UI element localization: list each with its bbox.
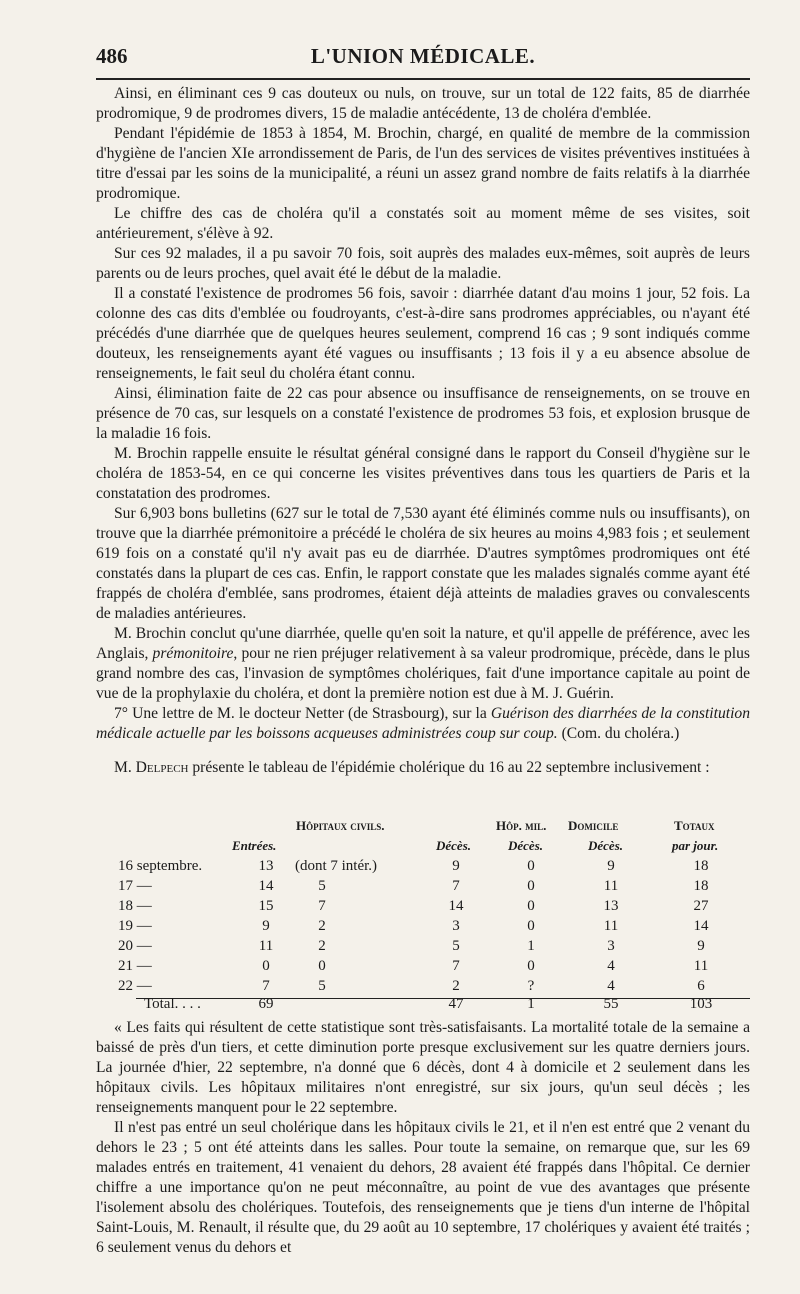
row-interieur: 5: [318, 978, 326, 994]
row-date: 18 —: [118, 898, 152, 914]
row-domicile: 11: [603, 918, 619, 934]
row-entrees: 11: [258, 938, 274, 954]
row-interieur: 7: [318, 898, 326, 914]
paragraph: Il a constaté l'existence de prodromes 56 fois, savoir : diarrhée datant d'au moins 1 jour, 52 fois. La colonne des cas dits d'emblée ou foudroyants, c'est-à-dire sans prodromes appréciables, ou n'ayant été précédés d'une diarrhée que de quelques heures seulement, comprend 16 cas ; 9 sont indiqués comme douteux, les renseignements ayant été vagues ou insuffisants ; 13 fois il y a eu absence absolue de renseignements, le fait seul du choléra étant connu.: [96, 285, 750, 382]
text-run: M. Brochin conclut qu'une diarrhée, quelle qu'en soit la nature, et qu'il appelle de préférence, avec les Anglais,: [96, 625, 750, 662]
subheader-par-jour: par jour.: [672, 838, 719, 853]
row-deces: 5: [452, 938, 460, 954]
row-deces: 2: [452, 978, 460, 994]
row-interieur: (dont 7 intér.): [294, 858, 378, 874]
subheader-deces: Décès.: [436, 838, 472, 853]
table-row: [96, 858, 750, 878]
subheader-entrees: Entrées.: [232, 838, 277, 853]
row-domicile: 4: [607, 958, 615, 974]
row-interieur: 0: [318, 958, 326, 974]
total-label: Total. . . .: [144, 996, 201, 1012]
row-mil: 0: [527, 958, 535, 974]
row-date: 21 —: [118, 958, 152, 974]
text-run: 7° Une lettre de M. le docteur Netter (de Strasbourg), sur la: [114, 705, 491, 722]
row-total: 18: [693, 878, 709, 894]
row-interieur: 5: [318, 878, 326, 894]
row-entrees: 14: [258, 878, 274, 894]
row-total: 27: [693, 898, 709, 914]
page-header: [96, 44, 750, 74]
subheader-deces: Décès.: [508, 838, 544, 853]
header-rule: [96, 78, 750, 80]
row-mil: 1: [527, 938, 535, 954]
text-run: , pour ne rien préjuger relativement à sa valeur prodromique, précède, dans le plus grand nombre des cas, l'invasion de symptômes cholériques, fait d'une importance capitale au point de vue de la prophylaxie du choléra, et dont la première notion est due à M. J. Guérin.: [96, 645, 750, 702]
body-text: [96, 84, 750, 778]
running-title: L'UNION MÉDICALE.: [310, 44, 536, 68]
row-date: 20 —: [118, 938, 152, 954]
paragraph: Sur ces 92 malades, il a pu savoir 70 fois, soit auprès des malades eux-mêmes, soit auprès de leurs parents ou de leurs proches, quel avait été le début de la maladie.: [96, 245, 750, 282]
paragraph: « Les faits qui résultent de cette statistique sont très-satisfaisants. La mortalité totale de la semaine a baissé de près d'un tiers, et cette diminution porte presque exclusivement sur les quatre derniers jours. La journée d'hier, 22 septembre, n'a donné que 6 décès, dont 4 à domicile et 2 seulement dans les hôpitaux civils. Les hôpitaux militaires n'ont enregistré, sur six jours, qu'un seul décès ; les renseignements manquent pour le 22 septembre.: [96, 1019, 750, 1116]
header-hop-mil: Hôp. mil.: [496, 818, 547, 833]
paragraph: Le chiffre des cas de choléra qu'il a constatés soit au moment même de ses visites, soit antérieurement, s'élève à 92.: [96, 205, 750, 242]
row-total: 9: [697, 938, 705, 954]
paragraph: M. Brochin rappelle ensuite le résultat général consigné dans le rapport du Conseil d'hygiène sur le choléra de 1853-54, en ce qui concerne les visites préventives dans tous les quartiers de Paris et la constatation des prodromes.: [96, 445, 750, 502]
table-row: [96, 918, 750, 938]
row-domicile: 3: [607, 938, 615, 954]
row-date: 19 —: [118, 918, 152, 934]
row-domicile: 9: [607, 858, 615, 874]
header-domicile: Domicile: [568, 818, 619, 833]
row-deces: 9: [452, 858, 460, 874]
paragraph: [96, 624, 750, 704]
text-run: (Com. du choléra.): [557, 725, 680, 742]
table-row: [96, 878, 750, 898]
row-interieur: 2: [318, 918, 326, 934]
row-deces: 14: [448, 898, 464, 914]
total-deces: 47: [448, 996, 464, 1012]
table-row: [96, 938, 750, 958]
body-text-continued: [96, 1018, 750, 1258]
italic-term: prémonitoire: [152, 645, 234, 662]
row-entrees: 0: [262, 958, 270, 974]
table-row: [96, 898, 750, 918]
italic-title: Guérison des diarrhées de la constitution médicale actuelle par les boissons acqueuses administrées coup sur coup.: [96, 705, 750, 742]
header-totaux: Totaux: [674, 818, 715, 833]
author-name: M. Delpech: [114, 759, 189, 776]
paragraph: [96, 704, 750, 744]
paragraph: Ainsi, en éliminant ces 9 cas douteux ou nuls, on trouve, sur un total de 122 faits, 85 de diarrhée prodromique, 9 de prodromes divers, 15 de maladie antécédente, 13 de choléra d'emblée.: [96, 85, 750, 122]
row-date: 17 —: [118, 878, 152, 894]
row-entrees: 13: [258, 858, 274, 874]
row-deces: 7: [452, 958, 460, 974]
paragraph: Il n'est pas entré un seul cholérique dans les hôpitaux civils le 21, et il n'en est entré que 2 venant du dehors le 23 ; 5 ont été atteints dans les salles. Pour toute la semaine, on remarque que, sur les 69 malades entrés en traitement, 41 venaient du dehors, 28 avaient été frappés dans l'hôpital. Ce dernier chiffre a une importance qu'on ne peut méconnaître, au point de vue des avantages que présente l'isolement absolu des cholériques. Toutefois, des renseignements que je tiens d'un interne de l'hôpital Saint-Louis, M. Renault, il résulte que, du 29 août au 10 septembre, 17 cholériques y avaient été traités ; 6 seulement venus du dehors et: [96, 1119, 750, 1256]
row-date: 16 septembre.: [118, 858, 203, 874]
row-total: 14: [693, 918, 709, 934]
subheader-deces: Décès.: [588, 838, 624, 853]
row-deces: 7: [452, 878, 460, 894]
paragraph: Ainsi, élimination faite de 22 cas pour absence ou insuffisance de renseignements, on se trouve en présence de 70 cas, sur lesquels on a constaté l'existence de prodromes 53 fois, et explosion brusque de la maladie 16 fois.: [96, 385, 750, 442]
row-deces: 3: [452, 918, 460, 934]
row-entrees: 15: [258, 898, 274, 914]
table-row: [96, 978, 750, 998]
row-entrees: 7: [262, 978, 270, 994]
row-entrees: 9: [262, 918, 270, 934]
row-domicile: 13: [603, 898, 619, 914]
paragraph: Pendant l'épidémie de 1853 à 1854, M. Brochin, chargé, en qualité de membre de la commission d'hygiène de l'ancien XIe arrondissement de Paris, de l'un des services de visites préventives instituées à titre d'essai par les soins de la municipalité, a réuni un assez grand nombre de faits relatifs à la diarrhée prodromique.: [96, 125, 750, 202]
row-date: 22 —: [118, 978, 152, 994]
text-run: présente le tableau de l'épidémie cholérique du 16 au 22 septembre inclusivement :: [188, 759, 710, 776]
row-mil: ?: [527, 978, 535, 994]
header-hopitaux-civils: Hôpitaux civils.: [296, 818, 385, 833]
total-mil: 1: [527, 996, 535, 1012]
row-mil: 0: [527, 878, 535, 894]
table-row: [96, 958, 750, 978]
row-total: 18: [693, 858, 709, 874]
total-row: [96, 996, 750, 1016]
row-domicile: 11: [603, 878, 619, 894]
row-mil: 0: [527, 918, 535, 934]
total-entrees: 69: [258, 996, 274, 1012]
row-mil: 0: [527, 898, 535, 914]
page-number: 486: [96, 44, 128, 68]
total-total: 103: [689, 996, 713, 1012]
cholera-statistics-table: [96, 818, 750, 1014]
row-total: 6: [697, 978, 705, 994]
row-mil: 0: [527, 858, 535, 874]
total-domicile: 55: [603, 996, 619, 1012]
paragraph: Sur 6,903 bons bulletins (627 sur le total de 7,530 ayant été éliminés comme nuls ou insuffisants), on trouve que la diarrhée prémonitoire a précédé le choléra de six heures au moins 4,983 fois ; et seulement 619 fois on a constaté qu'il n'y avait pas eu de diarrhée. D'autres symptômes prodromiques ont été constatés dans la plupart de ces cas. Enfin, le rapport constate que les malades signalés comme ayant été frappés de choléra d'emblée, sans prodromes, étaient déjà atteints de maladies graves ou convalescents de maladies antérieures.: [96, 505, 750, 622]
row-total: 11: [693, 958, 709, 974]
row-domicile: 4: [607, 978, 615, 994]
row-interieur: 2: [318, 938, 326, 954]
paragraph: [96, 758, 750, 778]
